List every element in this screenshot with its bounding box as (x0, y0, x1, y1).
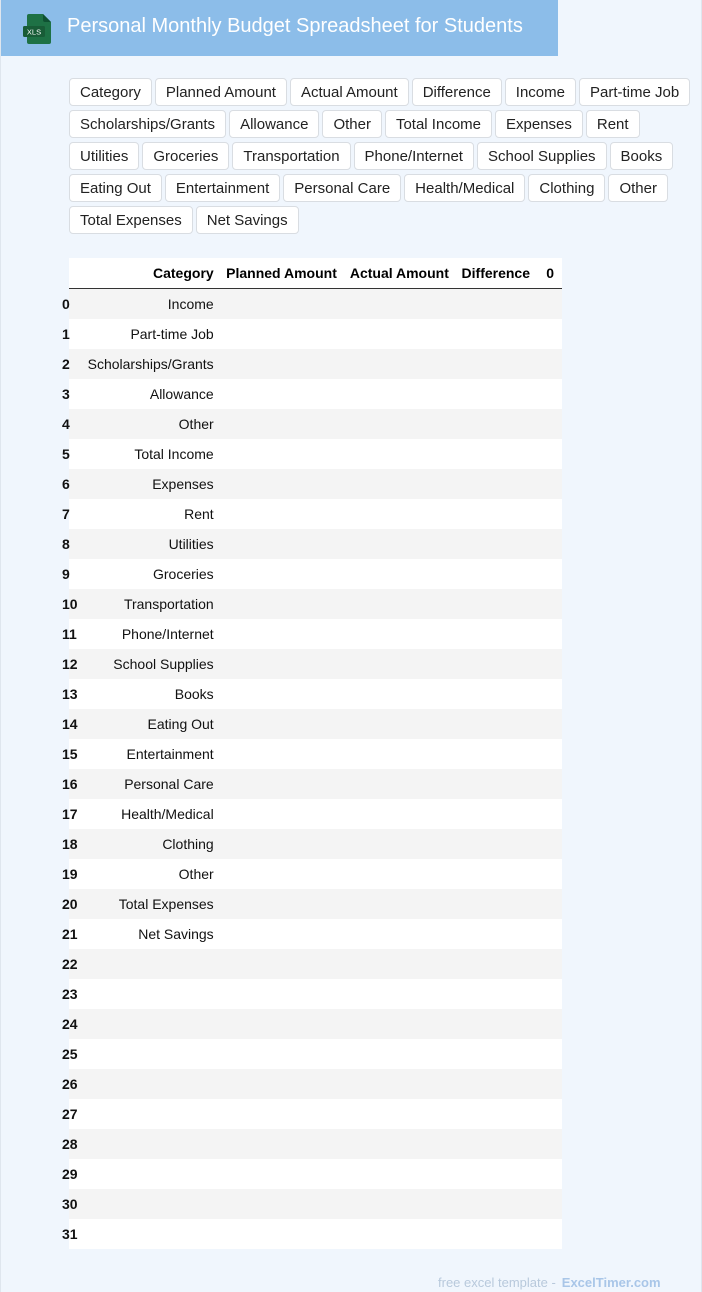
actual-amount-cell[interactable] (347, 859, 459, 889)
actual-amount-cell[interactable] (347, 979, 459, 1009)
actual-amount-cell[interactable] (347, 439, 459, 469)
category-cell[interactable] (82, 1099, 224, 1129)
table-row (69, 559, 562, 589)
row-index: 22 (69, 949, 82, 979)
column-chip[interactable]: Books (610, 142, 674, 170)
zero-cell[interactable] (540, 469, 562, 499)
column-chip[interactable]: Entertainment (165, 174, 280, 202)
table-row (69, 679, 562, 709)
planned-amount-column-header[interactable]: Planned Amount (224, 258, 347, 289)
zero-cell[interactable] (540, 799, 562, 829)
column-chip[interactable]: Other (322, 110, 382, 138)
difference-cell[interactable] (459, 679, 540, 709)
actual-amount-cell[interactable] (347, 529, 459, 559)
planned-amount-cell[interactable] (224, 469, 347, 499)
zero-cell[interactable] (540, 949, 562, 979)
column-chip[interactable]: Rent (586, 110, 640, 138)
column-chip[interactable]: Part-time Job (579, 78, 690, 106)
zero-cell[interactable] (540, 769, 562, 799)
category-cell[interactable]: Total Income (82, 439, 224, 469)
row-index: 17 (69, 799, 82, 829)
category-cell[interactable]: Health/Medical (82, 799, 224, 829)
difference-cell[interactable] (459, 919, 540, 949)
actual-amount-cell[interactable] (347, 469, 459, 499)
category-cell[interactable]: Rent (82, 499, 224, 529)
row-index: 0 (69, 289, 82, 320)
zero-cell[interactable] (540, 319, 562, 349)
table-row (69, 529, 562, 559)
planned-amount-cell[interactable] (224, 589, 347, 619)
row-index: 19 (69, 859, 82, 889)
column-chip[interactable]: Actual Amount (290, 78, 409, 106)
table-row (69, 919, 562, 949)
difference-cell[interactable] (459, 859, 540, 889)
row-index: 30 (69, 1189, 82, 1219)
row-index: 18 (69, 829, 82, 859)
actual-amount-cell[interactable] (347, 919, 459, 949)
difference-cell[interactable] (459, 1159, 540, 1189)
difference-cell[interactable] (459, 949, 540, 979)
column-chip-list (69, 78, 699, 234)
zero-cell[interactable] (540, 559, 562, 589)
table-row (69, 1129, 562, 1159)
column-chip[interactable]: Utilities (69, 142, 139, 170)
planned-amount-cell[interactable] (224, 1159, 347, 1189)
category-cell[interactable]: Eating Out (82, 709, 224, 739)
category-cell[interactable] (82, 1189, 224, 1219)
zero-cell[interactable] (540, 1129, 562, 1159)
table-row (69, 439, 562, 469)
column-chip[interactable]: Net Savings (196, 206, 299, 234)
difference-cell[interactable] (459, 1219, 540, 1249)
actual-amount-cell[interactable] (347, 379, 459, 409)
difference-cell[interactable] (459, 619, 540, 649)
row-index: 24 (69, 1009, 82, 1039)
table-row (69, 739, 562, 769)
actual-amount-cell[interactable] (347, 739, 459, 769)
planned-amount-cell[interactable] (224, 919, 347, 949)
planned-amount-cell[interactable] (224, 1039, 347, 1069)
row-index: 26 (69, 1069, 82, 1099)
planned-amount-cell[interactable] (224, 499, 347, 529)
column-chip[interactable]: Health/Medical (404, 174, 525, 202)
actual-amount-cell[interactable] (347, 949, 459, 979)
actual-amount-cell[interactable] (347, 679, 459, 709)
table-row (69, 589, 562, 619)
table-row (69, 1159, 562, 1189)
table-row (69, 319, 562, 349)
table-row (69, 379, 562, 409)
category-cell[interactable] (82, 1219, 224, 1249)
actual-amount-cell[interactable] (347, 409, 459, 439)
category-cell[interactable] (82, 1129, 224, 1159)
difference-cell[interactable] (459, 1129, 540, 1159)
difference-cell[interactable] (459, 649, 540, 679)
row-index: 5 (69, 439, 82, 469)
category-cell[interactable]: Clothing (82, 829, 224, 859)
zero-cell[interactable] (540, 1189, 562, 1219)
table-row (69, 1189, 562, 1219)
svg-text:XLS: XLS (26, 27, 42, 37)
table-row (69, 799, 562, 829)
actual-amount-cell[interactable] (347, 319, 459, 349)
difference-cell[interactable] (459, 799, 540, 829)
zero-cell[interactable] (540, 919, 562, 949)
column-chip[interactable]: Total Income (385, 110, 492, 138)
row-index: 23 (69, 979, 82, 1009)
difference-cell[interactable] (459, 1039, 540, 1069)
planned-amount-cell[interactable] (224, 439, 347, 469)
actual-amount-cell[interactable] (347, 559, 459, 589)
actual-amount-cell[interactable] (347, 1189, 459, 1219)
table-row (69, 769, 562, 799)
category-cell[interactable] (82, 1009, 224, 1039)
table-row (69, 289, 562, 320)
table-row (69, 1099, 562, 1129)
index-column-header (69, 258, 82, 289)
column-chip[interactable]: School Supplies (477, 142, 607, 170)
zero-column-header[interactable]: 0 (540, 258, 562, 289)
zero-cell[interactable] (540, 1009, 562, 1039)
column-chip[interactable]: Planned Amount (155, 78, 287, 106)
zero-cell[interactable] (540, 529, 562, 559)
difference-column-header[interactable]: Difference (459, 258, 540, 289)
difference-cell[interactable] (459, 409, 540, 439)
table-row (69, 409, 562, 439)
zero-cell[interactable] (540, 619, 562, 649)
actual-amount-cell[interactable] (347, 799, 459, 829)
row-index: 2 (69, 349, 82, 379)
planned-amount-cell[interactable] (224, 799, 347, 829)
row-index: 9 (69, 559, 82, 589)
zero-cell[interactable] (540, 409, 562, 439)
table-row (69, 949, 562, 979)
difference-cell[interactable] (459, 289, 540, 320)
actual-amount-cell[interactable] (347, 349, 459, 379)
row-index: 8 (69, 529, 82, 559)
table-header-row (69, 258, 562, 289)
difference-cell[interactable] (459, 979, 540, 1009)
category-cell[interactable] (82, 1069, 224, 1099)
zero-cell[interactable] (540, 829, 562, 859)
planned-amount-cell[interactable] (224, 289, 347, 320)
table-row (69, 829, 562, 859)
zero-cell[interactable] (540, 679, 562, 709)
category-cell[interactable]: Transportation (82, 589, 224, 619)
difference-cell[interactable] (459, 1009, 540, 1039)
actual-amount-cell[interactable] (347, 1159, 459, 1189)
row-index: 16 (69, 769, 82, 799)
actual-amount-cell[interactable] (347, 1009, 459, 1039)
row-index: 21 (69, 919, 82, 949)
row-index: 10 (69, 589, 82, 619)
table-row (69, 859, 562, 889)
actual-amount-cell[interactable] (347, 289, 459, 320)
zero-cell[interactable] (540, 1219, 562, 1249)
category-cell[interactable] (82, 1159, 224, 1189)
column-chip[interactable]: Income (505, 78, 576, 106)
difference-cell[interactable] (459, 769, 540, 799)
zero-cell[interactable] (540, 709, 562, 739)
planned-amount-cell[interactable] (224, 409, 347, 439)
planned-amount-cell[interactable] (224, 829, 347, 859)
actual-amount-cell[interactable] (347, 889, 459, 919)
table-row (69, 979, 562, 1009)
zero-cell[interactable] (540, 889, 562, 919)
category-cell[interactable]: Other (82, 859, 224, 889)
planned-amount-cell[interactable] (224, 1189, 347, 1219)
category-cell[interactable] (82, 1039, 224, 1069)
table-row (69, 1069, 562, 1099)
title-bar (1, 0, 558, 56)
column-chip[interactable]: Category (69, 78, 152, 106)
row-index: 3 (69, 379, 82, 409)
column-chip[interactable]: Scholarships/Grants (69, 110, 226, 138)
table-row (69, 709, 562, 739)
row-index: 15 (69, 739, 82, 769)
difference-cell[interactable] (459, 439, 540, 469)
category-cell[interactable]: Income (82, 289, 224, 320)
difference-cell[interactable] (459, 1189, 540, 1219)
category-cell[interactable] (82, 949, 224, 979)
column-chip[interactable]: Difference (412, 78, 502, 106)
row-index: 14 (69, 709, 82, 739)
category-cell[interactable]: Part-time Job (82, 319, 224, 349)
planned-amount-cell[interactable] (224, 679, 347, 709)
planned-amount-cell[interactable] (224, 859, 347, 889)
difference-cell[interactable] (459, 319, 540, 349)
difference-cell[interactable] (459, 559, 540, 589)
actual-amount-cell[interactable] (347, 1219, 459, 1249)
planned-amount-cell[interactable] (224, 1009, 347, 1039)
planned-amount-cell[interactable] (224, 1219, 347, 1249)
difference-cell[interactable] (459, 379, 540, 409)
category-cell[interactable]: Scholarships/Grants (82, 349, 224, 379)
actual-amount-cell[interactable] (347, 1129, 459, 1159)
row-index: 27 (69, 1099, 82, 1129)
difference-cell[interactable] (459, 499, 540, 529)
row-index: 13 (69, 679, 82, 709)
actual-amount-column-header[interactable]: Actual Amount (347, 258, 459, 289)
table-row (69, 1039, 562, 1069)
column-chip[interactable]: Clothing (528, 174, 605, 202)
category-cell[interactable]: Other (82, 409, 224, 439)
column-chip[interactable]: Personal Care (283, 174, 401, 202)
column-chip[interactable]: Eating Out (69, 174, 162, 202)
column-chip[interactable]: Allowance (229, 110, 319, 138)
footer-brand-link[interactable]: ExcelTimer.com (561, 1275, 661, 1290)
difference-cell[interactable] (459, 889, 540, 919)
zero-cell[interactable] (540, 1159, 562, 1189)
difference-cell[interactable] (459, 529, 540, 559)
planned-amount-cell[interactable] (224, 379, 347, 409)
zero-cell[interactable] (540, 859, 562, 889)
category-cell[interactable]: Expenses (82, 469, 224, 499)
difference-cell[interactable] (459, 589, 540, 619)
page-title: Personal Monthly Budget Spreadsheet for Students (67, 15, 523, 37)
row-index: 11 (69, 619, 82, 649)
column-chip[interactable]: Other (608, 174, 668, 202)
planned-amount-cell[interactable] (224, 1069, 347, 1099)
row-index: 7 (69, 499, 82, 529)
difference-cell[interactable] (459, 469, 540, 499)
table-row (69, 649, 562, 679)
footer-credit (438, 1275, 661, 1290)
budget-table (62, 258, 562, 1249)
actual-amount-cell[interactable] (347, 1099, 459, 1129)
planned-amount-cell[interactable] (224, 889, 347, 919)
column-chip[interactable]: Total Expenses (69, 206, 193, 234)
actual-amount-cell[interactable] (347, 589, 459, 619)
planned-amount-cell[interactable] (224, 349, 347, 379)
zero-cell[interactable] (540, 589, 562, 619)
planned-amount-cell[interactable] (224, 709, 347, 739)
planned-amount-cell[interactable] (224, 649, 347, 679)
planned-amount-cell[interactable] (224, 1129, 347, 1159)
planned-amount-cell[interactable] (224, 979, 347, 1009)
difference-cell[interactable] (459, 709, 540, 739)
column-chip[interactable]: Phone/Internet (354, 142, 474, 170)
row-index: 6 (69, 469, 82, 499)
zero-cell[interactable] (540, 1039, 562, 1069)
category-cell[interactable] (82, 979, 224, 1009)
column-chip[interactable]: Groceries (142, 142, 229, 170)
planned-amount-cell[interactable] (224, 529, 347, 559)
difference-cell[interactable] (459, 1099, 540, 1129)
difference-cell[interactable] (459, 349, 540, 379)
budget-table-container (62, 258, 562, 1249)
table-row (69, 1009, 562, 1039)
category-cell[interactable]: Phone/Internet (82, 619, 224, 649)
actual-amount-cell[interactable] (347, 769, 459, 799)
zero-cell[interactable] (540, 379, 562, 409)
table-row (69, 499, 562, 529)
row-index: 1 (69, 319, 82, 349)
actual-amount-cell[interactable] (347, 709, 459, 739)
row-index: 20 (69, 889, 82, 919)
table-row (69, 619, 562, 649)
category-cell[interactable]: Personal Care (82, 769, 224, 799)
table-row (69, 469, 562, 499)
planned-amount-cell[interactable] (224, 559, 347, 589)
table-row (69, 889, 562, 919)
category-cell[interactable]: Books (82, 679, 224, 709)
category-cell[interactable]: Groceries (82, 559, 224, 589)
category-cell[interactable]: School Supplies (82, 649, 224, 679)
category-cell[interactable]: Entertainment (82, 739, 224, 769)
row-index: 29 (69, 1159, 82, 1189)
footer-text: free excel template - (438, 1275, 556, 1290)
column-chip[interactable]: Expenses (495, 110, 583, 138)
actual-amount-cell[interactable] (347, 1039, 459, 1069)
difference-cell[interactable] (459, 739, 540, 769)
xls-file-icon (23, 14, 51, 44)
table-row (69, 349, 562, 379)
actual-amount-cell[interactable] (347, 829, 459, 859)
zero-cell[interactable] (540, 439, 562, 469)
actual-amount-cell[interactable] (347, 619, 459, 649)
planned-amount-cell[interactable] (224, 769, 347, 799)
column-chip[interactable]: Transportation (232, 142, 350, 170)
zero-cell[interactable] (540, 979, 562, 1009)
row-index: 25 (69, 1039, 82, 1069)
category-cell[interactable]: Net Savings (82, 919, 224, 949)
category-cell[interactable]: Allowance (82, 379, 224, 409)
zero-cell[interactable] (540, 649, 562, 679)
row-index: 12 (69, 649, 82, 679)
actual-amount-cell[interactable] (347, 499, 459, 529)
difference-cell[interactable] (459, 1069, 540, 1099)
planned-amount-cell[interactable] (224, 949, 347, 979)
zero-cell[interactable] (540, 739, 562, 769)
planned-amount-cell[interactable] (224, 319, 347, 349)
row-index: 4 (69, 409, 82, 439)
difference-cell[interactable] (459, 829, 540, 859)
zero-cell[interactable] (540, 1069, 562, 1099)
actual-amount-cell[interactable] (347, 649, 459, 679)
zero-cell[interactable] (540, 349, 562, 379)
planned-amount-cell[interactable] (224, 1099, 347, 1129)
row-index: 31 (69, 1219, 82, 1249)
table-row (69, 1219, 562, 1249)
actual-amount-cell[interactable] (347, 1069, 459, 1099)
category-cell[interactable]: Utilities (82, 529, 224, 559)
zero-cell[interactable] (540, 499, 562, 529)
zero-cell[interactable] (540, 1099, 562, 1129)
planned-amount-cell[interactable] (224, 619, 347, 649)
category-column-header[interactable]: Category (82, 258, 224, 289)
planned-amount-cell[interactable] (224, 739, 347, 769)
zero-cell[interactable] (540, 289, 562, 320)
row-index: 28 (69, 1129, 82, 1159)
category-cell[interactable]: Total Expenses (82, 889, 224, 919)
